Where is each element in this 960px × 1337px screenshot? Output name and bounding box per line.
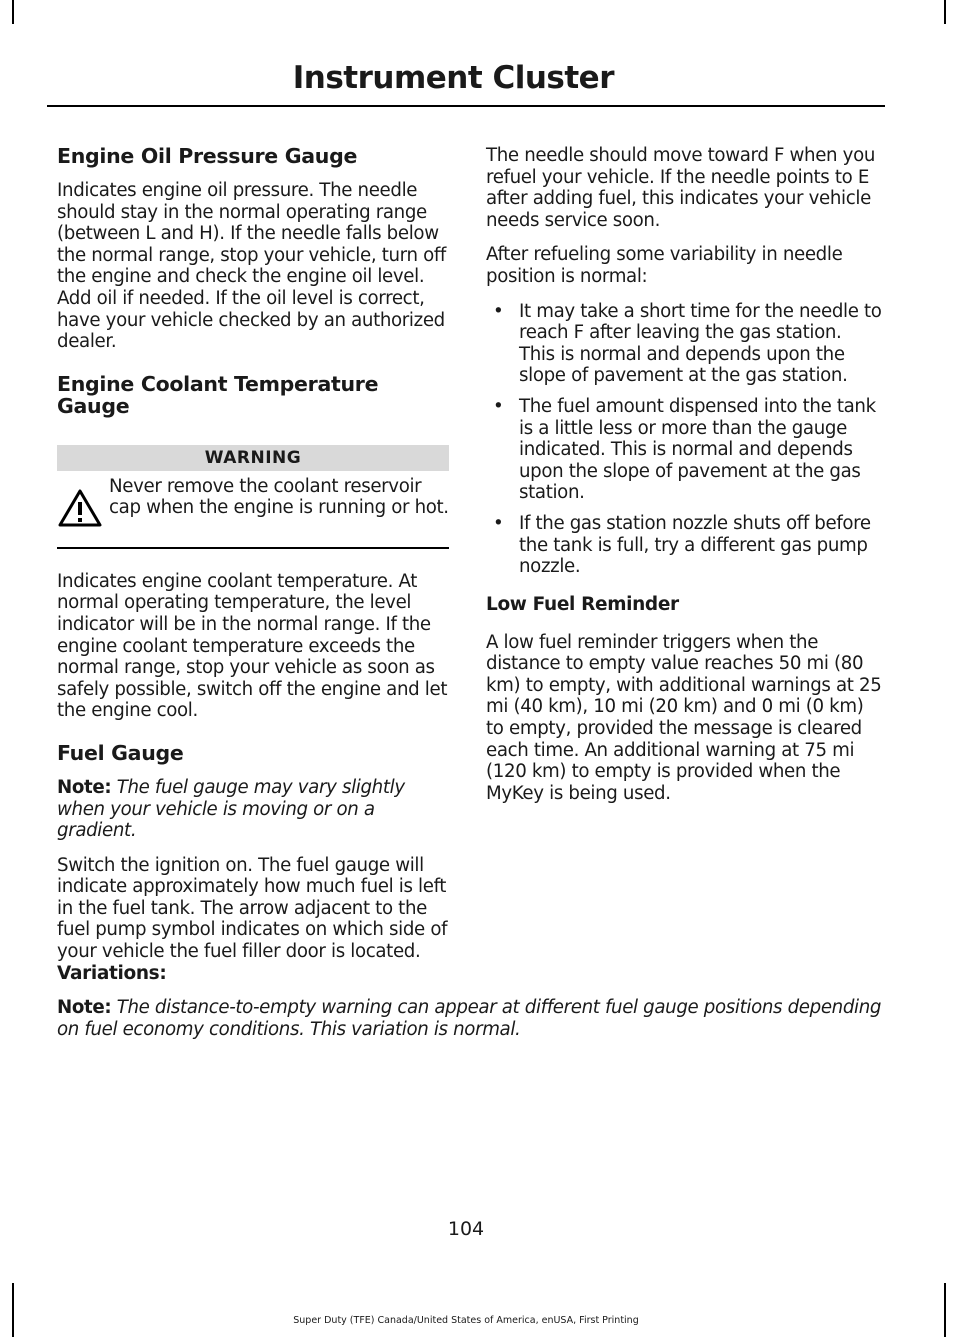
low-fuel-text: A low fuel reminder triggers when the distance to empty value reaches 50 mi (80 km) to empty, with additional warnings at 25 mi (40 km), 10 mi (20 km) and 0 mi (0 km) to empty, provided the message is cleared each time. An additional warning at 75 mi (120 km) to empty is provided when the MyKey is being used. — [486, 631, 882, 804]
note-text: The fuel gauge may vary slightly when your vehicle is moving or on a gradient. — [57, 776, 405, 842]
note-text: The distance-to-empty warning can appear at different fuel gauge positions depending on fuel economy conditions. This variation is normal. — [57, 997, 882, 1040]
coolant-heading: Engine Coolant Temperature Gauge — [57, 371, 379, 418]
note-label: Note: — [57, 776, 112, 798]
variations-section — [57, 963, 883, 1053]
list-item — [486, 301, 882, 387]
bullet-glyph: • — [493, 512, 504, 534]
warning-box — [57, 476, 449, 540]
footer-edition: Super Duty (TFE) Canada/United States of America, enUSA, First Printing — [293, 1315, 639, 1326]
left-column — [57, 145, 449, 976]
variations-note — [57, 997, 883, 1040]
warning-text: Never remove the coolant reservoir cap when the engine is running or hot. — [109, 475, 449, 519]
fuel-gauge-text: Switch the ignition on. The fuel gauge will indicate approximately how much fuel is left in the fuel tank. The arrow adjacent to the fuel pump symbol indicates on which side of your vehicle the fuel filler door is located. — [57, 854, 448, 963]
right-column — [486, 145, 882, 817]
bullet-glyph: • — [493, 300, 504, 322]
page-number: 104 — [447, 1218, 485, 1240]
oil-pressure-heading: Engine Oil Pressure Gauge — [57, 144, 358, 168]
crop-mark-bottom-left — [12, 1283, 14, 1337]
variability-intro: After refueling some variability in needle position is normal: — [486, 244, 843, 287]
fuel-gauge-heading: Fuel Gauge — [57, 740, 184, 765]
low-fuel-heading: Low Fuel Reminder — [486, 593, 679, 615]
variability-list — [486, 301, 882, 578]
list-item-text: If the gas station nozzle shuts off before the tank is full, try a different gas pump nozzle. — [519, 512, 871, 578]
header-rule — [47, 105, 885, 107]
bullet-glyph: • — [493, 395, 504, 417]
crop-mark-top-left — [12, 0, 14, 24]
list-item-text: The fuel amount dispensed into the tank is a little less or more than the gauge indicated. This is normal and depends upon the slope of pavement at the gas station. — [519, 395, 876, 504]
needle-text: The needle should move toward F when you refuel your vehicle. If the needle points to E after adding fuel, this indicates your vehicle needs service soon. — [486, 145, 876, 231]
crop-mark-top-right — [944, 0, 946, 24]
warning-label: WARNING — [57, 445, 449, 471]
warning-triangle-icon — [57, 488, 103, 528]
oil-pressure-text: Indicates engine oil pressure. The needle should stay in the normal operating range (between L and H). If the needle falls below the normal range, stop your vehicle, turn off the engine and check the engine oil level. Add oil if needed. If the oil level is correct, have your vehicle checked by an authorized dealer. — [57, 180, 446, 353]
list-item-text: It may take a short time for the needle to reach F after leaving the gas station. This is normal and depends upon the slope of pavement at the gas station. — [519, 300, 882, 387]
list-item — [486, 396, 882, 504]
variations-heading: Variations: — [57, 963, 167, 984]
warning-rule — [57, 547, 449, 549]
coolant-text: Indicates engine coolant temperature. At normal operating temperature, the level indicator will be in the normal range. If the engine coolant temperature exceeds the normal range, stop your vehicle as soon as safely possible, switch off the engine and let the engine cool. — [57, 570, 448, 722]
list-item — [486, 513, 882, 578]
page-title: Instrument Cluster — [292, 60, 614, 96]
crop-mark-bottom-right — [944, 1283, 946, 1337]
fuel-gauge-note — [57, 777, 449, 842]
note-label: Note: — [57, 997, 112, 1018]
